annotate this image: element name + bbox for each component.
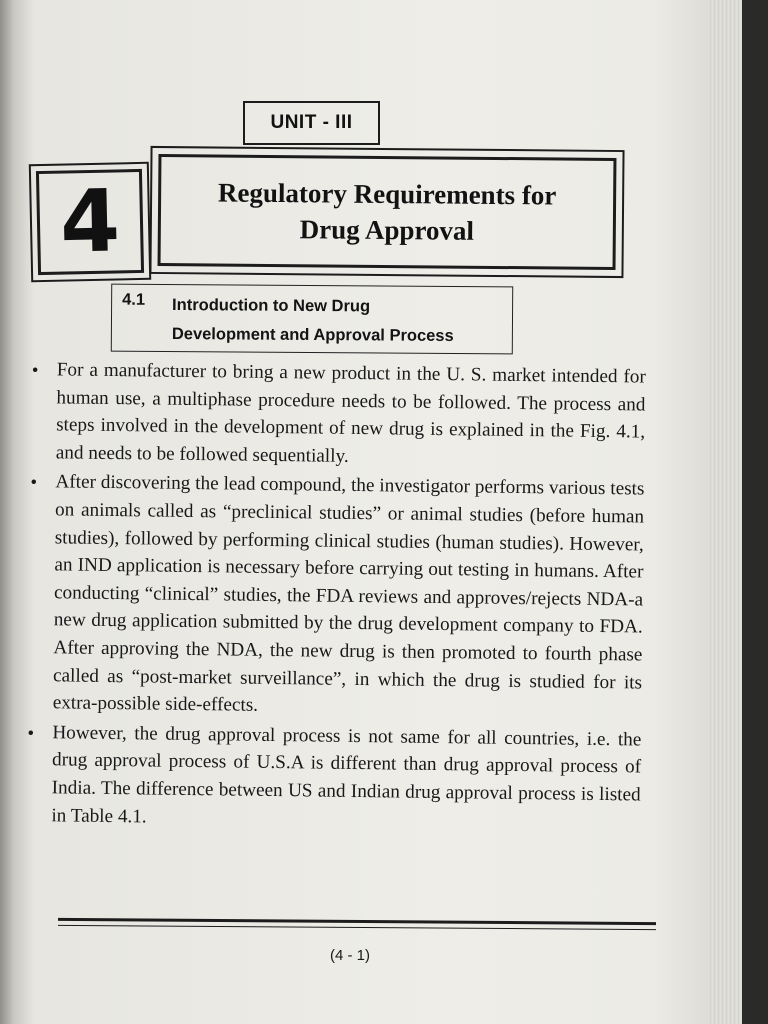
chapter-number: 4 [59,171,121,273]
section-number: 4.1 [122,290,146,309]
footer-rule-thin [58,925,656,930]
bullet-marker: • [27,722,35,744]
unit-label: UNIT - III [243,101,380,145]
paragraph-text: After discovering the lead compound, the investigator performs various tests on animals called as “preclinical studies” or animal studies (before human studies), followed by performing clinical studies (human studies). However, an IND application is necessary before carrying out testing in humans. After conducting “clinical” studies, the FDA reviews and approves/rejects NDA-a new drug application submitted by the drug development company to FDA. After approving the NDA, the new drug is then promoted to fourth phase called as “post-market surveillance”, in which the drug is studied for its extra-possible side-effects. [52,471,645,716]
page-edges [708,0,742,1024]
chapter-title-line1: Regulatory Requirements for [217,177,557,211]
page-number: (4 - 1) [329,947,370,964]
section-title-line2: Development and Approval Process [171,325,454,345]
body-text [24,356,646,839]
paragraph-text: However, the drug approval process is not same for all countries, i.e. the drug approval process of U.S.A is different than drug approval process of India. The difference between US and Indian drug approval process is listed in Table 4.1. [51,722,642,827]
bullet-marker: • [31,360,39,382]
bullet-marker: • [30,472,38,494]
chapter-title [167,174,608,250]
section-heading-box [111,284,513,355]
chapter-title-line2: Drug Approval [299,214,475,246]
section-title-line1: Introduction to New Drug [172,296,371,316]
chapter-number-box [29,162,151,282]
chapter-title-box [149,146,624,278]
bullet-paragraph [29,356,646,474]
footer-rule-thick [58,918,656,925]
bullet-paragraph [24,719,641,837]
paragraph-text: For a manufacturer to bring a new product in the U. S. market intended for human use, a multiphase procedure needs to be followed. The process and steps involved in the development of new drug is explained in the Fig. 4.1, and needs to be followed sequentially. [55,359,646,467]
bullet-paragraph [26,468,645,724]
section-title [172,291,507,351]
